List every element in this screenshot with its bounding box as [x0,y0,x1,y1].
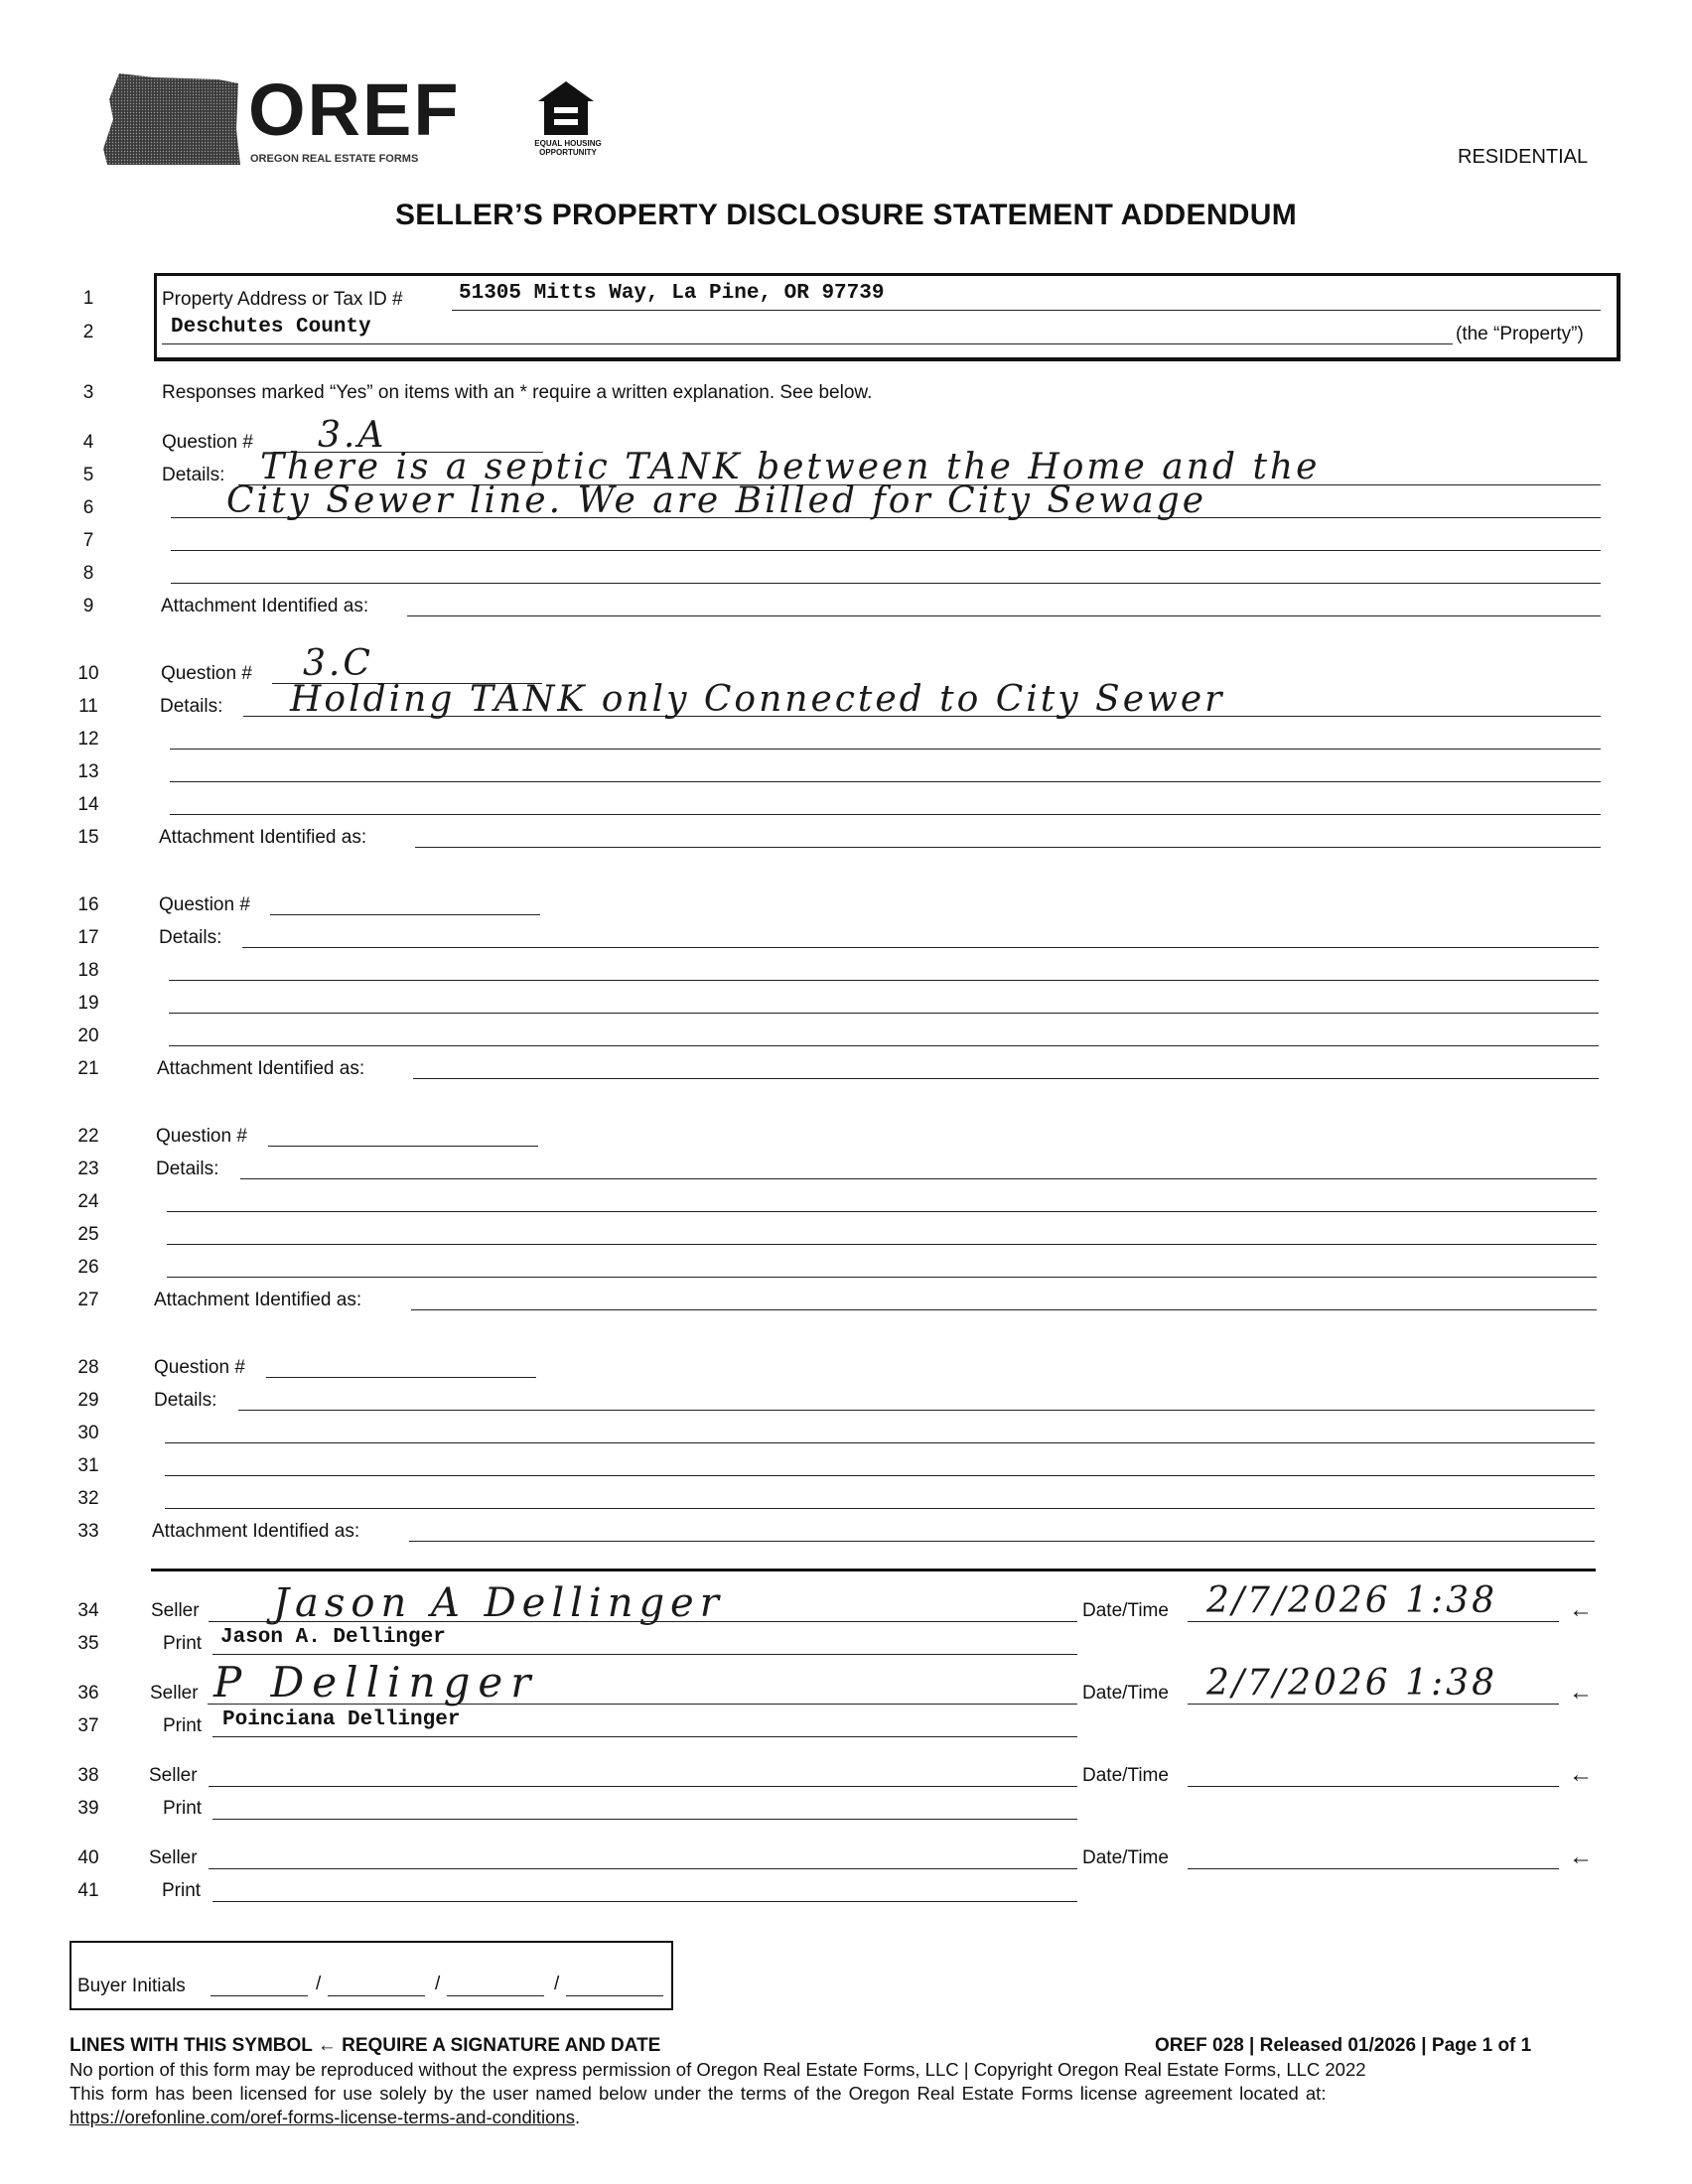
line-number: 38 [77,1765,99,1786]
line-number: 23 [77,1159,99,1179]
details-line [165,1442,1595,1443]
license-link[interactable]: https://orefonline.com/oref-forms-license-terms-and-conditions [70,2107,575,2127]
buyer-initial-line [566,1995,663,1996]
details-line [238,1410,1595,1411]
question-answer: 3.A [318,415,387,456]
line-number: 22 [77,1126,99,1147]
oref-logo [99,66,467,175]
line-number: 21 [77,1058,99,1079]
date-time-line [1188,1621,1559,1622]
line-number: 36 [77,1683,99,1704]
line-number: 10 [77,663,99,684]
equal-housing-logo [528,79,624,171]
print-label: Print [163,1633,203,1654]
seller-label: Seller [150,1683,199,1704]
line-number: 1 [82,288,94,309]
seller-print-name: Poinciana Dellinger [222,1708,461,1731]
print-line [212,1901,1077,1902]
line-number: 14 [77,794,99,815]
signature-required-arrow-icon: ← [1569,1679,1593,1706]
arrow-icon: ← [317,2035,337,2056]
attachment-label: Attachment Identified as: [161,596,369,616]
question-label: Question # [162,432,253,453]
details-label: Details: [156,1159,219,1179]
date-time-label: Date/Time [1082,1847,1169,1868]
oregon-map-icon [99,69,248,165]
symbol-note-post: REQUIRE A SIGNATURE AND DATE [342,2035,661,2056]
seller-signature: P Dellinger [213,1658,539,1706]
line-number: 40 [77,1847,99,1868]
details-line [167,1244,1597,1245]
license-text: This form has been licensed for use solely by the user named below under the terms of the Oregon Real Estate Forms license agreement located at: [70,2083,1327,2104]
initials-separator: / [435,1974,441,1994]
date-time-label: Date/Time [1082,1600,1169,1621]
details-line [169,1013,1599,1014]
instructions-text: Responses marked “Yes” on items with an * require a written explanation. See below. [162,382,873,403]
line-number: 27 [77,1290,99,1310]
details-text: City Sewer line. We are Billed for City Sewage [226,480,1207,521]
initials-separator: / [316,1974,322,1994]
line-number: 34 [77,1600,99,1621]
details-line [167,1277,1597,1278]
seller-print-name: Jason A. Dellinger [220,1626,446,1649]
attachment-line [407,615,1601,616]
buyer-initial-line [211,1995,308,1996]
property-suffix: (the “Property”) [1456,324,1584,344]
seller-signature: Jason A Dellinger [273,1580,725,1626]
line-number: 16 [77,894,99,915]
line-number: 41 [77,1880,99,1901]
details-line [167,1211,1597,1212]
date-time-line [1188,1786,1559,1787]
signature-required-arrow-icon: ← [1569,1843,1593,1870]
question-label: Question # [159,894,250,915]
logo-wordmark: OREF [248,68,461,151]
question-label: Question # [156,1126,247,1147]
license-url-row [70,2107,580,2128]
date-time-line [1188,1704,1559,1705]
line-number: 4 [82,432,94,453]
print-line [212,1736,1077,1737]
seller-signature-line [209,1786,1077,1787]
details-line [170,814,1601,815]
attachment-line [413,1078,1599,1079]
question-line [266,1377,536,1378]
details-line [169,980,1599,981]
line-number: 20 [77,1025,99,1046]
question-line [270,914,540,915]
seller-date-time: 2/7/2026 1:38 [1206,1580,1497,1621]
print-label: Print [163,1798,203,1819]
signature-symbol-note [70,2035,660,2057]
line-number: 26 [77,1257,99,1278]
line-number: 2 [82,322,94,342]
form-title: SELLER’S PROPERTY DISCLOSURE STATEMENT ADDENDUM [394,199,1298,231]
details-label: Details: [154,1390,217,1411]
details-text: There is a septic TANK between the Home and the [260,447,1321,487]
details-line [165,1475,1595,1476]
line-number: 31 [77,1455,99,1476]
equal-housing-text: EQUAL HOUSING OPPORTUNITY [534,139,602,157]
line-number: 19 [77,993,99,1014]
signature-required-arrow-icon: ← [1569,1596,1593,1623]
date-time-label: Date/Time [1082,1683,1169,1704]
equal-housing-icon [536,79,596,137]
line-number: 25 [77,1224,99,1245]
line-number: 35 [77,1633,99,1654]
question-label: Question # [161,663,252,684]
line-number: 37 [77,1715,99,1736]
line-number: 18 [77,960,99,981]
question-line [268,1146,538,1147]
print-label: Print [163,1715,203,1736]
form-type: RESIDENTIAL [1458,146,1589,168]
line-number: 13 [77,761,99,782]
line-number: 12 [77,729,99,750]
property-box [154,273,1621,361]
line-number: 30 [77,1423,99,1443]
property-line-2 [162,343,1453,344]
print-line [212,1654,1077,1655]
form-id: OREF 028 | Released 01/2026 | Page 1 of 1 [1155,2035,1532,2056]
buyer-initials-label: Buyer Initials [77,1976,186,1996]
period: . [574,2107,581,2127]
line-number: 33 [77,1521,99,1542]
line-number: 15 [77,827,99,848]
logo-subtext: OREGON REAL ESTATE FORMS [250,153,419,165]
print-label: Print [162,1880,202,1901]
details-line [242,947,1599,948]
line-number: 11 [78,696,98,717]
symbol-note-pre: LINES WITH THIS SYMBOL [70,2035,313,2056]
property-address-value: 51305 Mitts Way, La Pine, OR 97739 [459,282,885,305]
details-line [170,749,1601,750]
question-label: Question # [154,1357,245,1378]
buyer-initial-line [447,1995,544,1996]
line-number: 8 [82,563,94,584]
line-number: 39 [77,1798,99,1819]
line-number: 32 [77,1488,99,1509]
details-line [171,583,1601,584]
details-label: Details: [162,465,225,485]
attachment-label: Attachment Identified as: [154,1290,362,1310]
details-text: Holding TANK only Connected to City Sewer [290,679,1225,720]
details-line [240,1178,1597,1179]
line-number: 24 [77,1191,99,1212]
initials-separator: / [554,1974,560,1994]
attachment-line [411,1309,1597,1310]
section-divider [151,1569,1596,1571]
details-line [170,781,1601,782]
details-label: Details: [159,927,222,948]
details-line [165,1508,1595,1509]
details-line [169,1045,1599,1046]
attachment-line [415,847,1601,848]
attachment-label: Attachment Identified as: [159,827,367,848]
line-number: 5 [82,465,94,485]
attachment-label: Attachment Identified as: [157,1058,365,1079]
line-number: 7 [82,530,94,551]
line-number: 9 [82,596,94,616]
property-county-value: Deschutes County [171,316,371,339]
property-address-label: Property Address or Tax ID # [162,289,403,310]
line-number: 17 [77,927,99,948]
signature-required-arrow-icon: ← [1569,1761,1593,1788]
question-answer: 3.C [303,643,373,684]
buyer-initial-line [328,1995,425,1996]
line-number: 3 [82,382,94,403]
print-line [212,1819,1077,1820]
copyright-text: No portion of this form may be reproduced without the express permission of Oregon Real Estate Forms, LLC | Copyright Oregon Real Estate Forms, LLC 2022 [70,2059,1366,2080]
line-number: 29 [77,1390,99,1411]
details-line [171,550,1601,551]
seller-label: Seller [149,1847,198,1868]
seller-date-time: 2/7/2026 1:38 [1206,1663,1497,1704]
seller-signature-line [209,1868,1077,1869]
seller-label: Seller [149,1765,198,1786]
line-number: 28 [77,1357,99,1378]
attachment-label: Attachment Identified as: [152,1521,360,1542]
seller-label: Seller [151,1600,200,1621]
property-line-1 [452,310,1601,311]
date-time-label: Date/Time [1082,1765,1169,1786]
attachment-line [409,1541,1595,1542]
details-label: Details: [160,696,223,717]
date-time-line [1188,1868,1559,1869]
line-number: 6 [82,497,94,518]
